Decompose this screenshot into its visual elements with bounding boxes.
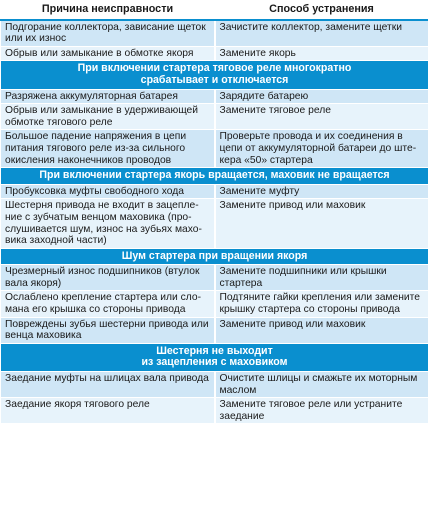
section-row	[1, 343, 428, 371]
table-row	[1, 398, 428, 424]
table-row	[1, 104, 428, 130]
table-row	[1, 89, 428, 104]
section-heading-line: Шум стартера при вращении якоря	[121, 249, 308, 262]
cause-cell: Обрыв или замыкание в удерживающей обмотке тягового реле	[1, 104, 215, 130]
remedy-cell: Замените якорь	[215, 46, 428, 61]
cause-cell: Обрыв или замыкание в обмотке якоря	[1, 46, 215, 61]
section-heading	[1, 61, 428, 89]
remedy-cell: Очистите шлицы и смажьте их моторным маслом	[215, 372, 428, 398]
section-heading-line: При включении стартера тяговое реле многократно	[77, 62, 352, 75]
table-row	[1, 291, 428, 317]
cause-cell: Большое падение напряжения в цепи питания тягового реле из-за сильного окисления наконечников проводов	[1, 130, 215, 168]
section-row	[1, 168, 428, 185]
cause-cell: Чрезмерный износ подшипников (втулок вала якоря)	[1, 265, 215, 291]
remedy-cell: Замените подшипники или крышки стартера	[215, 265, 428, 291]
section-row	[1, 61, 428, 89]
table-row	[1, 199, 428, 248]
section-heading-line: срабатывает и отключается	[140, 73, 289, 86]
column-header-cause: Причина неисправности	[1, 1, 215, 20]
remedy-cell: Подтяните гайки крепления или замените крышку стартера со стороны привода	[215, 291, 428, 317]
table-body	[1, 20, 428, 424]
cause-cell: Ослаблено крепление стартера или сломана его крышка со стороны привода	[1, 291, 215, 317]
section-heading-line: из зацепления с маховиком	[141, 356, 288, 369]
section-row	[1, 248, 428, 265]
table-row	[1, 184, 428, 199]
table-row	[1, 46, 428, 61]
remedy-cell: Замените муфту	[215, 184, 428, 199]
section-heading	[1, 343, 428, 371]
column-header-remedy: Способ устранения	[215, 1, 428, 20]
remedy-cell: Проверьте провода и их соединения в цепи от аккумуляторной батареи до штекера «50» стартера	[215, 130, 428, 168]
section-heading-line: При включении стартера якорь вращается, маховик не вращается	[39, 169, 390, 182]
remedy-cell: Зачистите коллектор, замените щетки	[215, 20, 428, 47]
cause-cell: Повреждены зубья шестерни привода или венца маховика	[1, 317, 215, 343]
table-row	[1, 317, 428, 343]
remedy-cell: Замените привод или маховик	[215, 199, 428, 248]
remedy-cell: Зарядите батарею	[215, 89, 428, 104]
section-heading-line: Шестерня не выходит	[156, 344, 273, 357]
table-row	[1, 372, 428, 398]
remedy-cell: Замените тяговое реле	[215, 104, 428, 130]
table-row	[1, 265, 428, 291]
cause-cell: Пробуксовка муфты свободного хода	[1, 184, 215, 199]
cause-cell: Шестерня привода не входит в зацепление с зубчатым венцом маховика (прослушивается шум, износ на зубьях маховика заходной части)	[1, 199, 215, 248]
table-row	[1, 20, 428, 47]
section-heading	[1, 168, 428, 185]
cause-cell: Подгорание коллектора, зависание щеток или их износ	[1, 20, 215, 47]
cause-cell: Заедание муфты на шлицах вала привода	[1, 372, 215, 398]
cause-cell: Разряжена аккумуляторная батарея	[1, 89, 215, 104]
section-heading	[1, 248, 428, 265]
remedy-cell: Замените привод или маховик	[215, 317, 428, 343]
remedy-cell: Замените тяговое реле или устраните заедание	[215, 398, 428, 424]
header-row	[1, 1, 428, 20]
cause-cell: Заедание якоря тягового реле	[1, 398, 215, 424]
table-row	[1, 130, 428, 168]
